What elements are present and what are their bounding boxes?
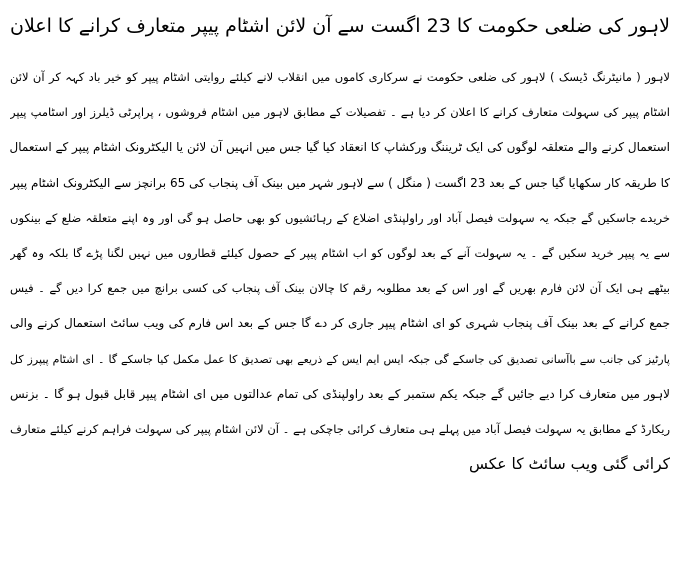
- article-body-line: لاہور ( مانیٹرنگ ڈیسک ) لاہور کی ضلعی حکومت نے سرکاری کاموں میں انقلاب لانے کیلئے روایتی اشٹام پیپر کو خیر باد کہہ کر آن لائن: [10, 70, 670, 84]
- article-body-line: لاہور میں متعارف کرا دیے جائیں گے جبکہ یکم ستمبر کے بعد راولپنڈی کی تمام عدالتوں میں ای اشٹام پیپر قابل قبول ہو گا ۔ بزنس: [10, 386, 670, 401]
- article-body-line: پارٹیز کی جانب سے باآسانی تصدیق کی جاسکے گی جبکہ ایس ایم ایس کے ذریعے بھی تصدیق کا عمل مکمل کیا جاسکے گا ۔ ای اشٹام پیپرز کل: [10, 352, 670, 366]
- article-headline: لاہور کی ضلعی حکومت کا 23 اگست سے آن لائن اشٹام پیپر متعارف کرانے کا اعلان: [9, 15, 670, 37]
- news-article: [10, 0, 670, 587]
- article-body-line: بیٹھے ہی ایک آن لائن فارم بھریں گے اور اس کے بعد مطلوبہ رقم کا چالان بینک آف پنجاب کی کسی برانچ میں جمع کرا دیں گے ۔ فیس: [10, 281, 670, 296]
- article-body-line: جمع کرانے کے بعد بینک آف پنجاب شہری کو ای اشٹام پیپر جاری کر دے گا جس کے بعد اس فارم کی ویب سائٹ استعمال کرنے والی: [10, 316, 670, 331]
- article-body-line: سے یہ پیپر خرید سکیں گے ۔ یہ سہولت آنے کے بعد لوگوں کو اب اشٹام پیپر کے حصول کیلئے قطاروں میں نہیں لگنا پڑے گا بلکہ وہ گھر: [10, 245, 670, 260]
- article-body-line: کا طریقہ کار سکھایا گیا جس کے بعد 23 اگست ( منگل ) سے لاہور شہر میں بینک آف پنجاب کی 65 برانچز سے الیکٹرونک اشٹام پیپر: [10, 175, 670, 190]
- article-body-line: خریدے جاسکیں گے جبکہ یہ سہولت فیصل آباد اور راولپنڈی اضلاع کے رہائشیوں کو بھی حاصل ہو گی اور وہ اپنے متعلقہ ضلع کے بینکوں: [10, 210, 670, 225]
- article-body-line: اشٹام پیپر کی سہولت متعارف کرانے کا اعلان کر دیا ہے ۔ تفصیلات کے مطابق لاہور میں اشٹام فروشوں ، پراپرٹی ڈیلرز اور اسٹامپ پیپر: [10, 105, 670, 120]
- article-body: [10, 60, 670, 482]
- article-caption-line: کرائی گئی ویب سائٹ کا عکس: [468, 455, 670, 474]
- article-body-line: ریکارڈ کے مطابق یہ سہولت فیصل آباد میں پہلے ہی متعارف کرائی جاچکی ہے ۔ آن لائن اشٹام پیپر کی سہولت فراہم کرنے کیلئے متعارف: [10, 421, 670, 436]
- article-body-line: استعمال کرنے والے متعلقہ لوگوں کی ایک ٹریننگ ورکشاپ کا انعقاد کیا گیا جس میں انہیں آن لائن یا الیکٹرونک اشٹام پیپر کے استعمال: [10, 140, 670, 155]
